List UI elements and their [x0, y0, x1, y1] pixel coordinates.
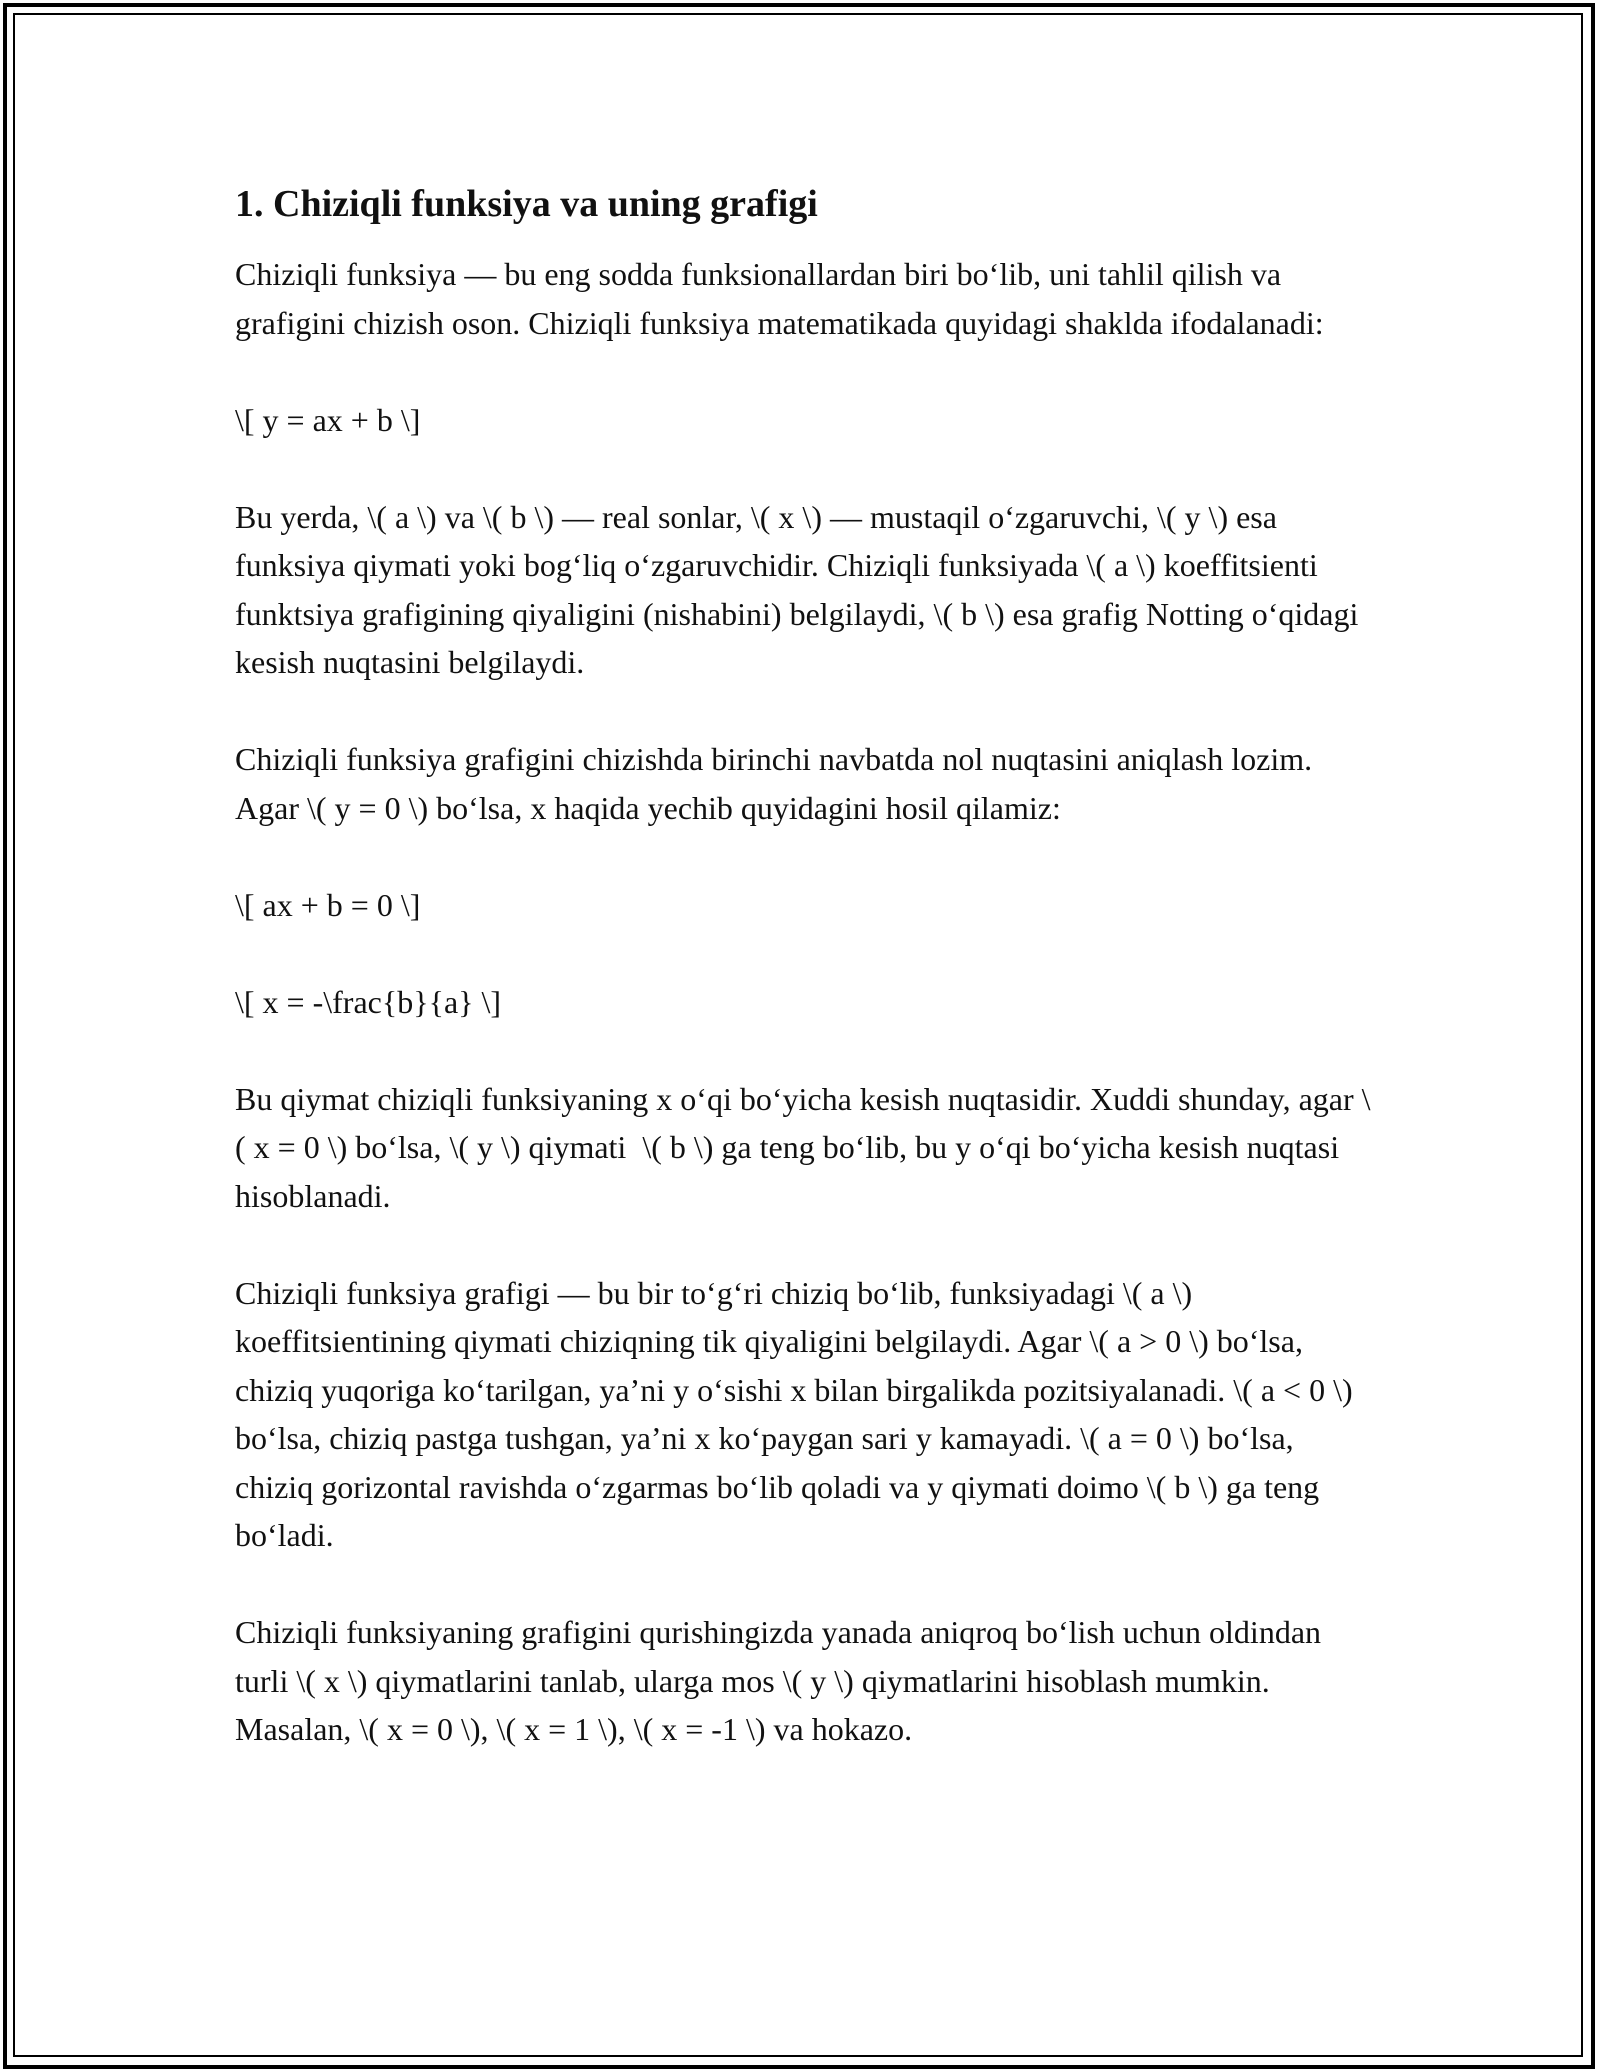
- formula-solution: \[ x = -\frac{b}{a} \]: [235, 983, 502, 1020]
- paragraph-intro: Chiziqli funksiya — bu eng sodda funksionallardan biri bo‘lib, uni tahlil qilish va grafigini chizish oson. Chiziqli funksiya matematikada quyidagi shaklda ifodalanadi:: [235, 256, 1324, 341]
- document-body: [235, 180, 1375, 1754]
- formula-equation: \[ ax + b = 0 \]: [235, 886, 421, 923]
- paragraph-coefficients: Bu yerda, \( a \) va \( b \) — real sonlar, \( x \) — mustaqil o‘zgaruvchi, \( y \) esa funksiya qiymati yoki bog‘liq o‘zgaruvchidir. Chiziqli funksiyada \( a \) koeffitsienti funktsiya grafigining qiyaligini (nishabini) belgilaydi, \( b \) esa grafig Notting o‘qidagi kesish nuqtasini belgilaydi.: [235, 498, 1367, 680]
- paragraph-zero-point: Chiziqli funksiya grafigini chizishda birinchi navbatda nol nuqtasini aniqlash lozim. Agar \( y = 0 \) bo‘lsa, x haqida yechib quyidagini hosil qilamiz:: [235, 741, 1319, 826]
- paragraph-intercepts: Bu qiymat chiziqli funksiyaning x o‘qi bo‘yicha kesish nuqtasidir. Xuddi shunday, agar \( x = 0 \) bo‘lsa, \( y \) qiymati \( b \) ga teng bo‘lib, bu y o‘qi bo‘yicha kesish nuqtasi hisoblanadi.: [235, 1080, 1371, 1214]
- paragraph-plotting: Chiziqli funksiyaning grafigini qurishingizda yanada aniqroq bo‘lish uchun oldindan turli \( x \) qiymatlarini tanlab, ularga mos \( y \) qiymatlarini hisoblash mumkin. Masalan, \( x = 0 \), \( x = 1 \), \( x = -1 \) va hokazo.: [235, 1614, 1330, 1747]
- paragraph-slope: Chiziqli funksiya grafigi — bu bir to‘g‘ri chiziq bo‘lib, funksiyadagi \( a \) koeffitsientining qiymati chiziqning tik qiyaligini belgilaydi. Agar \( a > 0 \) bo‘lsa, chiziq yuqoriga ko‘tarilgan, ya’ni y o‘sishi x bilan birgalikda pozitsiyalanadi. \( a < 0 \) bo‘lsa, chiziq pastga tushgan, ya’ni x ko‘paygan sari y kamayadi. \( a = 0 \) bo‘lsa, chiziq gorizontal ravishda o‘zgarmas bo‘lib qoladi va y qiymati doimo \( b \) ga teng bo‘ladi.: [235, 1274, 1361, 1553]
- formula-linear: \[ y = ax + b \]: [235, 401, 421, 438]
- section-heading: 1. Chiziqli funksiya va uning grafigi: [235, 183, 818, 225]
